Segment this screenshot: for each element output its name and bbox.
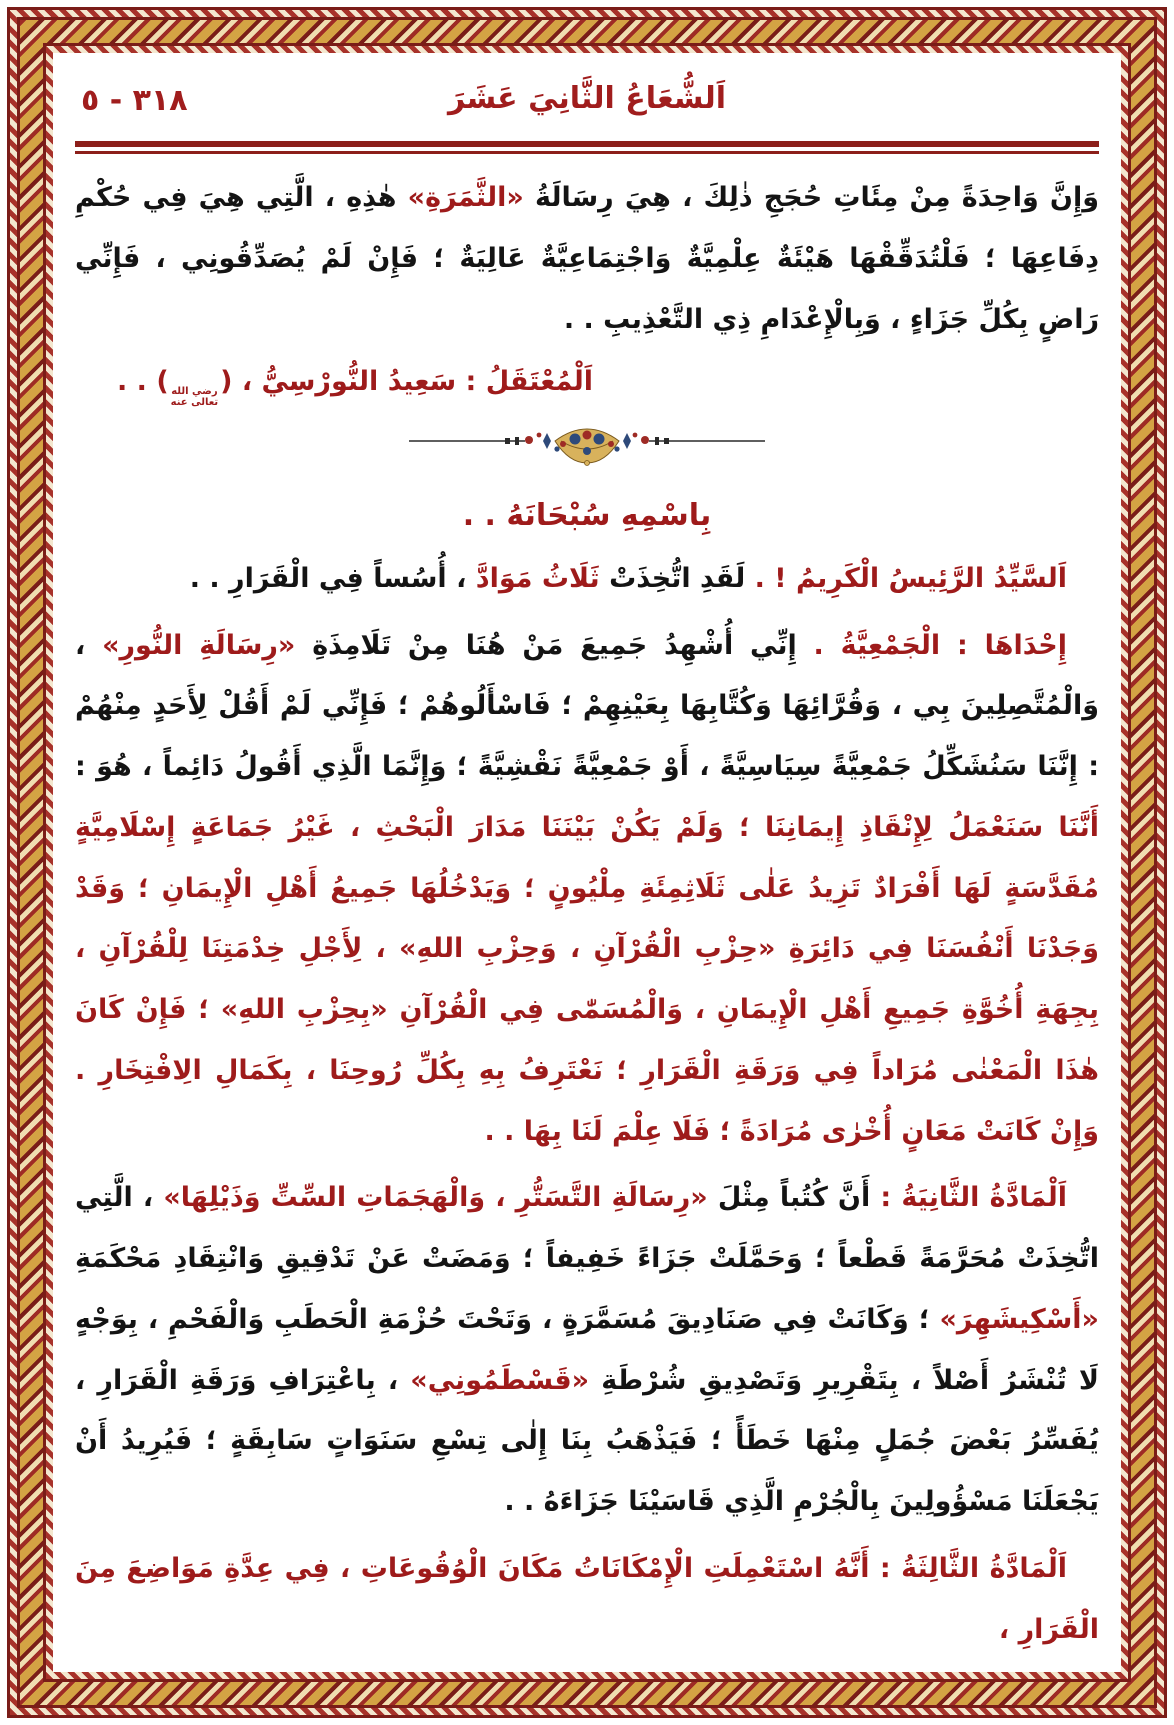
text-segment-black: ، وَالْمُتَّصِلِينَ بِي ، وَقُرَّائِهَا وَكُتَّابِهَا بِعَيْنِهِمْ ؛ فَاسْأَلُوهُمْ ؛ فَإِنِّي لَمْ أَقُلْ لِأَحَدٍ مِنْهُمْ : إِنَّنَا سَنُشَكِّلُ جَمْعِيَّةً سِيَاسِيَّةً ، أَوْ جَمْعِيَّةً نَقْشِيَّةً ؛ وَإِنَّمَا الَّذِي أَقُولُ دَائِماً ، هُوَ : <box>75 629 1099 783</box>
text-segment-red: «قَسْطَمُونِي» <box>410 1364 590 1396</box>
decorative-border-line-outer <box>17 17 1157 1708</box>
paragraph-first-item <box>75 616 1099 1163</box>
decorative-border-gold-band <box>20 20 1154 1705</box>
text-segment-red: ثَلَاثُ مَوَادَّ <box>475 562 600 594</box>
seal-line-bottom: تعالى عنه <box>170 397 219 409</box>
paragraph-intro <box>75 168 1099 350</box>
seal-line-top: رضي الله <box>171 386 218 398</box>
text-segment-red: اَلْمَادَّةُ الثَّانِيَةُ : <box>870 1182 1068 1214</box>
header-rule <box>75 141 1099 154</box>
text-segment-black: ، الَّتِي اتُّخِذَتْ مُحَرَّمَةً قَطْعاً ؛ وَحَمَّلَتْ جَزَاءً خَفِيفاً ؛ وَمَضَتْ عَنْ تَدْقِيقِ وَانْتِقَادِ مَحْكَمَةِ <box>75 1182 1099 1275</box>
signature-suffix: ) . . <box>117 366 169 398</box>
paragraph-address <box>75 549 1099 610</box>
text-segment-black: أَنَّ كُتُباً مِثْلَ <box>707 1182 871 1214</box>
text-segment-red: اَلْمَادَّةُ الثَّالِثَةُ : أَنَّهُ اسْتَعْمِلَتِ الْإِمْكَانَاتُ مَكَانَ الْوُقُوعَاتِ ، فِي عِدَّةِ مَوَاضِعَ مِنَ الْقَرَارِ ، <box>75 1552 1099 1645</box>
section-divider-ornament <box>75 425 1099 473</box>
text-segment-red: «رِسَالَةِ النُّورِ» <box>102 629 296 661</box>
text-segment-red: أَنَّنَا سَنَعْمَلُ لِإِنْقَاذِ إِيمَانِنَا ؛ وَلَمْ يَكُنْ بَيْنَنَا مَدَارَ الْبَحْثِ ، غَيْرُ جَمَاعَةٍ إِسْلَامِيَّةٍ مُقَدَّسَةٍ لَهَا أَفْرَادٌ تَزِيدُ عَلٰى ثَلَاثِمِئَةِ مِلْيُونٍ ؛ وَيَدْخُلُهَا جَمِيعُ أَهْلِ الْإِيمَانِ ؛ وَقَدْ وَجَدْنَا أَنْفُسَنَا فِي دَائِرَةِ «حِزْبِ الْقُرْآنِ ، وَحِزْبِ اللهِ» ، لِأَجْلِ خِدْمَتِنَا لِلْقُرْآنِ ، بِجِهَةِ أُخُوَّةِ جَمِيعِ أَهْلِ الْإِيمَانِ ، وَالْمُسَمّٰى فِي الْقُرْآنِ «بِحِزْبِ اللهِ» ؛ فَإِنْ كَانَ هٰذَا الْمَعْنٰى مُرَاداً فِي وَرَقَةِ الْقَرَارِ ؛ نَعْتَرِفُ بِهِ بِكُلِّ رُوحِنَا ، بِكَمَالِ الِافْتِخَارِ . وَإِنْ كَانَتْ مَعَانٍ أُخْرٰى مُرَادَةً ؛ فَلَا عِلْمَ لَنَا بِهَا . . <box>75 811 1099 1147</box>
text-segment-red: اَلسَّيِّدُ الرَّئِيسُ الْكَرِيمُ ! . <box>745 562 1067 594</box>
text-segment-black: لَقَدِ اتُّخِذَتْ <box>599 562 746 594</box>
text-segment-black: ، بِاعْتِرَافِ وَرَقَةِ الْقَرَارِ ، يُفَسِّرُ بَعْضَ جُمَلٍ مِنْهَا خَطَأً ؛ فَيَذْهَبُ بِنَا إِلٰى تِسْعِ سَنَوَاتٍ سَابِقَةٍ ؛ فَيُرِيدُ أَنْ يَجْعَلَنَا مَسْؤُولِينَ بِالْجُرْمِ الَّذِي قَاسَيْنَا جَزَاءَهُ . . <box>75 1364 1099 1518</box>
divider-ornament-graphic <box>409 425 765 469</box>
paragraph-second-item <box>75 1168 1099 1533</box>
honorific-seal <box>171 386 219 408</box>
body-text <box>75 168 1099 1660</box>
text-segment-red: «رِسَالَةِ التَّسَتُّرِ ، وَالْهَجَمَاتِ السِّتِّ وَذَيْلِهَا» <box>163 1182 708 1214</box>
paragraph-third-item <box>75 1539 1099 1661</box>
text-segment-red: «الثَّمَرَةِ» <box>407 182 524 213</box>
basmala-heading: بِاسْمِهِ سُبْحَانَهُ . . <box>462 497 712 533</box>
text-segment-red: إِحْدَاهَا : الْجَمْعِيَّةُ . <box>796 629 1068 661</box>
page-number: ٣١٨ - ٥ <box>81 83 188 118</box>
signature-prefix: اَلْمُعْتَقَلُ : سَعِيدُ النُّورْسِيُّ ، ( <box>220 366 594 398</box>
text-segment-black: ؛ وَكَانَتْ فِي صَنَادِيقَ مُسَمَّرَةٍ ، وَتَحْتَ حُزْمَةِ الْحَطَبِ وَالْفَحْمِ ، بِوَجْهٍ لَا تُنْشَرُ أَصْلاً ، بِتَقْرِيرِ وَتَصْدِيقِ شُرْطَةِ <box>75 1303 1099 1396</box>
decorative-border-outline <box>7 7 1167 1718</box>
text-segment-black: ، أُسُساً فِي الْقَرَارِ . . <box>189 562 476 594</box>
text-segment-black: هٰذِهِ ، الَّتِي هِيَ فِي حُكْمِ دِفَاعِهَا ؛ فَلْتُدَقِّقْهَا هَيْئَةٌ عِلْمِيَّةٌ وَاجْتِمَاعِيَّةٌ عَالِيَةٌ ؛ فَإِنْ لَمْ يُصَدِّقُونِي ، فَإِنِّي رَاضٍ بِكُلِّ جَزَاءٍ ، وَبِالْإِعْدَامِ ذِي التَّعْذِيبِ . . <box>75 182 1099 335</box>
decorative-border-check-outer <box>10 10 1164 1715</box>
page-header <box>75 79 1099 131</box>
decorative-border-check-inner <box>46 46 1128 1679</box>
decorative-border-line-inner <box>43 43 1131 1682</box>
page-content <box>53 53 1121 1672</box>
signature-line <box>75 354 1099 411</box>
text-segment-black: وَإِنَّ وَاحِدَةً مِنْ مِئَاتِ حُجَجِ ذٰلِكَ ، هِيَ رِسَالَةُ <box>523 182 1099 213</box>
page-title: اَلشُّعَاعُ الثَّانِيَ عَشَرَ <box>447 81 727 116</box>
text-segment-black: إِنِّي أُشْهِدُ جَمِيعَ مَنْ هُنَا مِنْ تَلَامِذَةِ <box>295 629 797 661</box>
text-segment-red: «أَسْكِيشَهِرَ» <box>939 1303 1099 1335</box>
